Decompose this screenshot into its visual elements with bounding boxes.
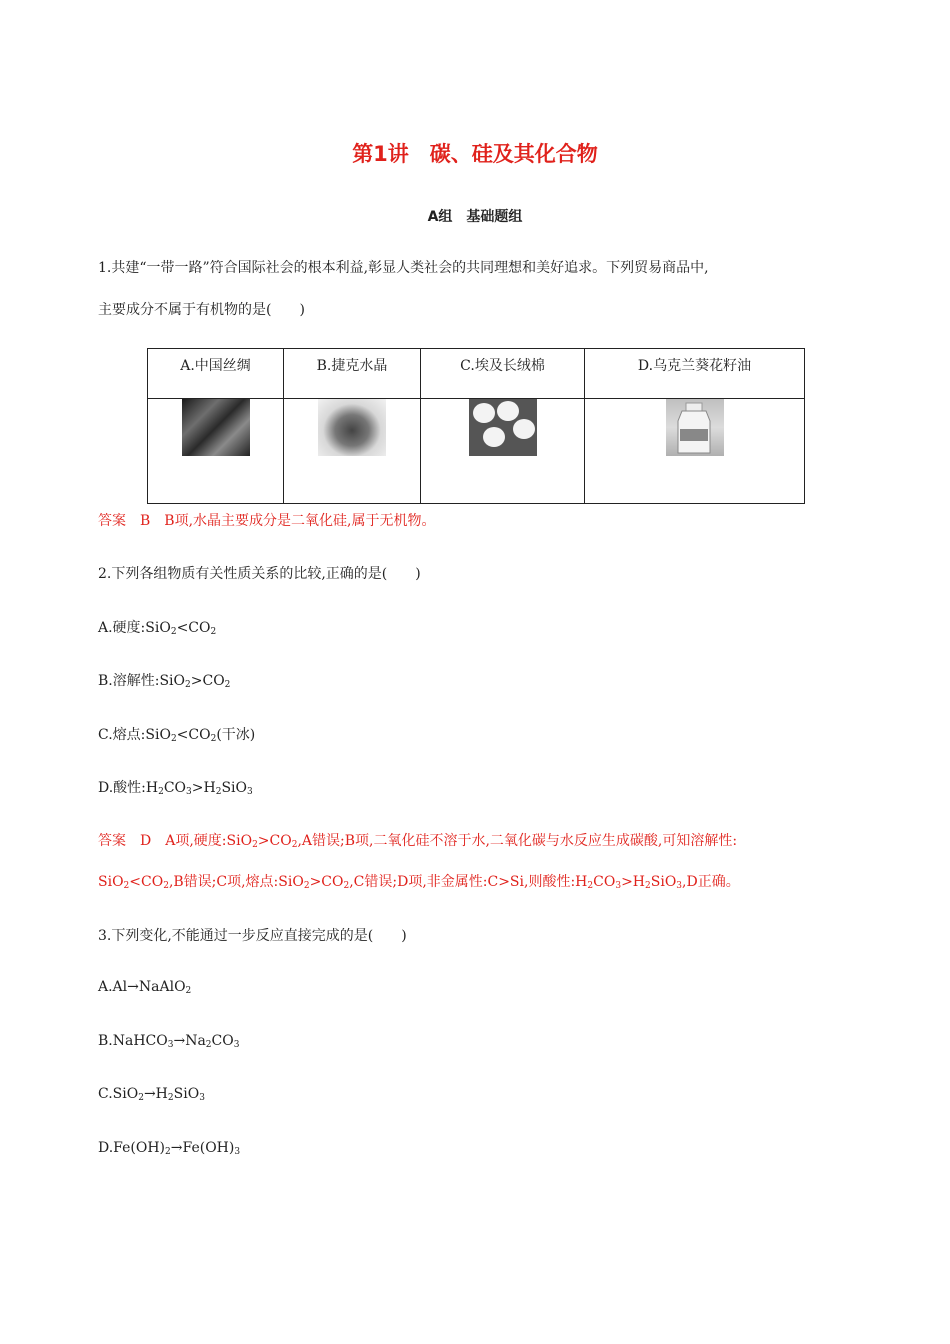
q1-options-table	[147, 348, 805, 504]
q2-answer-line1: 答案 D A项,硬度$:SiO_2>CO_2,A$错误;B项,二氧化硅不溶于水,二氧化碳与水反应生成碳酸,可知溶解性:	[98, 833, 738, 850]
page-title: 第1讲 碳、硅及其化合物	[352, 142, 598, 166]
option-d-label: D.乌克兰葵花籽油	[585, 349, 805, 399]
group-title: A组 基础题组	[427, 209, 523, 225]
q3-stem: 3.下列变化,不能通过一步反应直接完成的是( )	[98, 928, 407, 944]
option-b-label: B.捷克水晶	[284, 349, 421, 399]
q2-answer-line2: $SiO_2<CO_2,B$错误;C项,熔点$:SiO_2>CO_2,C$错误;D项,非金属性:C>Si,则酸性$:H_2CO_3>H_2SiO_3,D$正确。	[98, 874, 740, 891]
option-c-label: C.埃及长绒棉	[421, 349, 585, 399]
q2-stem: 2.下列各组物质有关性质关系的比较,正确的是( )	[98, 566, 421, 582]
q3-option-c: $C.SiO_2\to H_2SiO_3$	[98, 1086, 205, 1103]
q3-option-a: A.Al→NaAlO$_2$	[98, 979, 192, 996]
q2-option-b: B.溶解性$:SiO_2>CO_2$	[98, 673, 231, 690]
q3-option-b: $B.NaHCO_3\to Na_2CO_3$	[98, 1033, 240, 1050]
option-a-label: A.中国丝绸	[148, 349, 284, 399]
cotton-photo	[469, 399, 537, 456]
q2-option-a: A.硬度$:SiO_2<CO_2$	[98, 620, 217, 637]
crystal-photo	[318, 399, 386, 456]
q1-stem-line2: 主要成分不属于有机物的是( )	[98, 302, 305, 318]
silk-photo	[182, 399, 250, 456]
q1-stem-line1: 1.共建“一带一路”符合国际社会的根本利益,彰显人类社会的共同理想和美好追求。下列贸易商品中,	[98, 260, 709, 276]
q3-option-d: $D.Fe(OH)_2\to Fe(OH)_3$	[98, 1140, 241, 1157]
oil-bottle-photo	[666, 399, 724, 456]
q1-answer: 答案 B B项,水晶主要成分是二氧化硅,属于无机物。	[98, 513, 436, 529]
q2-option-d: D.酸性$:H_2CO_3>H_2SiO_3$	[98, 780, 253, 797]
q2-option-c: C.熔点$:SiO_2<CO_2$(干冰)	[98, 727, 256, 744]
